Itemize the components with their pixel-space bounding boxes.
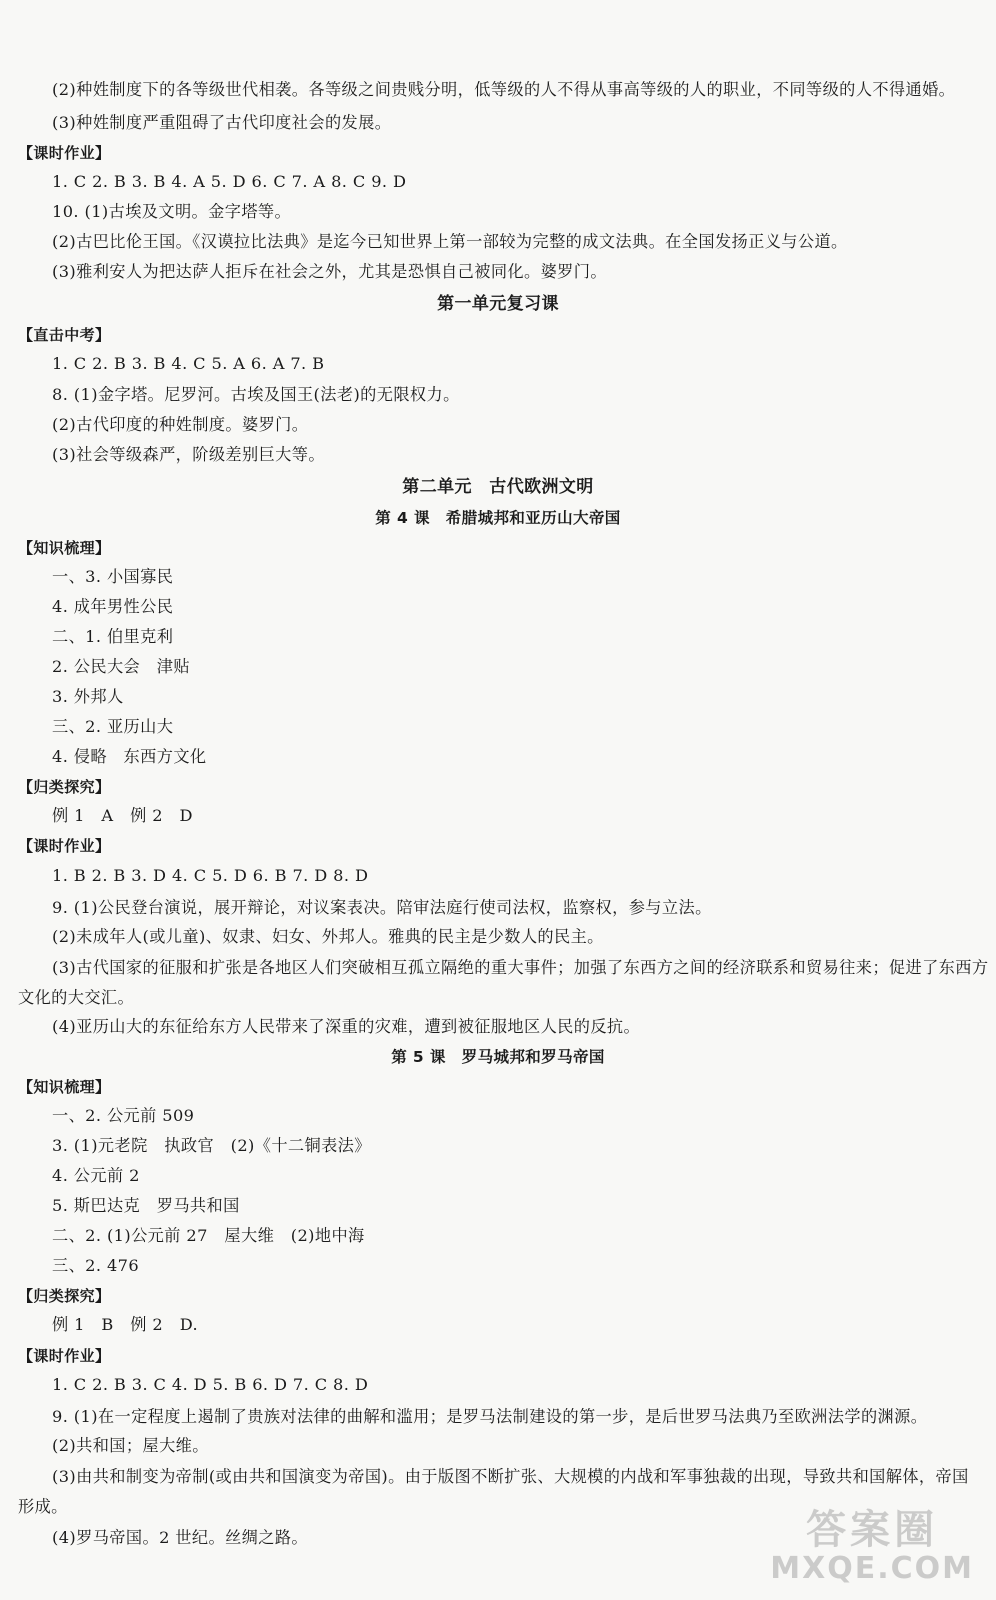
answer-line: 1. C 2. B 3. B 4. C 5. A 6. A 7. B [52,354,325,373]
answer-line: (2)古代印度的种姓制度。婆罗门。 [52,415,309,434]
answer-line: 三、2. 476 [52,1256,140,1275]
lesson-title: 第 4 课 希腊城邦和亚历山大帝国 [375,509,621,527]
section-tag: 【归类探究】 [18,1287,111,1305]
answer-line: (3)古代国家的征服和扩张是各地区人们突破相互孤立隔绝的重大事件；加强了东西方之间的经济联系和贸易往来；促进了东西方 [52,958,989,977]
section-tag: 【归类探究】 [18,778,111,796]
answer-line: 8. (1)金字塔。尼罗河。古埃及国王(法老)的无限权力。 [52,385,460,404]
answer-line: 4. 公元前 2 [52,1166,140,1185]
answer-line: (2)种姓制度下的各等级世代相袭。各等级之间贵贱分明，低等级的人不得从事高等级的人的职业，不同等级的人不得通婚。 [52,80,956,99]
answer-line: (3)雅利安人为把达萨人拒斥在社会之外，尤其是恐惧自己被同化。婆罗门。 [52,262,607,281]
answer-line: 1. C 2. B 3. B 4. A 5. D 6. C 7. A 8. C 9. D [52,172,407,191]
answer-line: (3)由共和制变为帝制(或由共和国演变为帝国)。由于版图不断扩张、大规模的内战和军事独裁的出现，导致共和国解体，帝国 [52,1467,969,1486]
answer-line: (2)未成年人(或儿童)、奴隶、妇女、外邦人。雅典的民主是少数人的民主。 [52,927,604,946]
answer-line: 4. 成年男性公民 [52,597,174,616]
watermark-logo [770,1498,974,1586]
answer-line: 文化的大交汇。 [18,988,135,1007]
answer-line: 一、2. 公元前 509 [52,1106,195,1125]
answer-line: (2)共和国；屋大维。 [52,1436,209,1455]
answer-line: 2. 公民大会 津贴 [52,657,190,676]
answer-line: 10. (1)古埃及文明。金字塔等。 [52,202,292,221]
answer-line: 二、1. 伯里克利 [52,627,174,646]
answer-line: (2)古巴比伦王国。《汉谟拉比法典》是迄今已知世界上第一部较为完整的成文法典。在全国发扬正义与公道。 [52,232,848,251]
answer-line: (4)罗马帝国。2 世纪。丝绸之路。 [52,1528,309,1547]
section-tag: 【课时作业】 [18,1347,111,1365]
section-tag: 【课时作业】 [18,144,111,162]
answer-line: 3. (1)元老院 执政官 (2)《十二铜表法》 [52,1136,371,1155]
answer-line: 形成。 [18,1497,68,1516]
unit-review-title: 第一单元复习课 [437,294,559,314]
answer-line: 5. 斯巴达克 罗马共和国 [52,1196,240,1215]
answer-line: 三、2. 亚历山大 [52,717,174,736]
section-tag: 【知识梳理】 [18,1078,111,1096]
answer-line: 1. B 2. B 3. D 4. C 5. D 6. B 7. D 8. D [52,866,369,885]
lesson-title: 第 5 课 罗马城邦和罗马帝国 [391,1048,605,1066]
answer-line: 二、2. (1)公元前 27 屋大维 (2)地中海 [52,1226,365,1245]
section-tag: 【课时作业】 [18,837,111,855]
answer-line: 3. 外邦人 [52,687,124,706]
answer-line: 例 1 A 例 2 D [52,806,193,825]
watermark-top: 答案圈 [806,1507,939,1553]
unit-title: 第二单元 古代欧洲文明 [402,477,594,497]
answer-line: 9. (1)在一定程度上遏制了贵族对法律的曲解和滥用；是罗马法制建设的第一步，是后世罗马法典乃至欧洲法学的渊源。 [52,1407,928,1426]
answer-line: (3)社会等级森严，阶级差别巨大等。 [52,445,325,464]
answer-line: (4)亚历山大的东征给东方人民带来了深重的灾难，遭到被征服地区人民的反抗。 [52,1017,641,1036]
answer-line: 1. C 2. B 3. C 4. D 5. B 6. D 7. C 8. D [52,1375,369,1394]
section-tag: 【知识梳理】 [18,539,111,557]
answer-line: (3)种姓制度严重阻碍了古代印度社会的发展。 [52,113,392,132]
answer-line: 4. 侵略 东西方文化 [52,747,207,766]
watermark-bottom: MXQE.COM [770,1551,974,1586]
answer-line: 例 1 B 例 2 D. [52,1315,199,1334]
answer-line: 一、3. 小国寡民 [52,567,174,586]
answer-line: 9. (1)公民登台演说，展开辩论，对议案表决。陪审法庭行使司法权，监察权，参与立法。 [52,898,712,917]
section-tag: 【直击中考】 [18,326,111,344]
